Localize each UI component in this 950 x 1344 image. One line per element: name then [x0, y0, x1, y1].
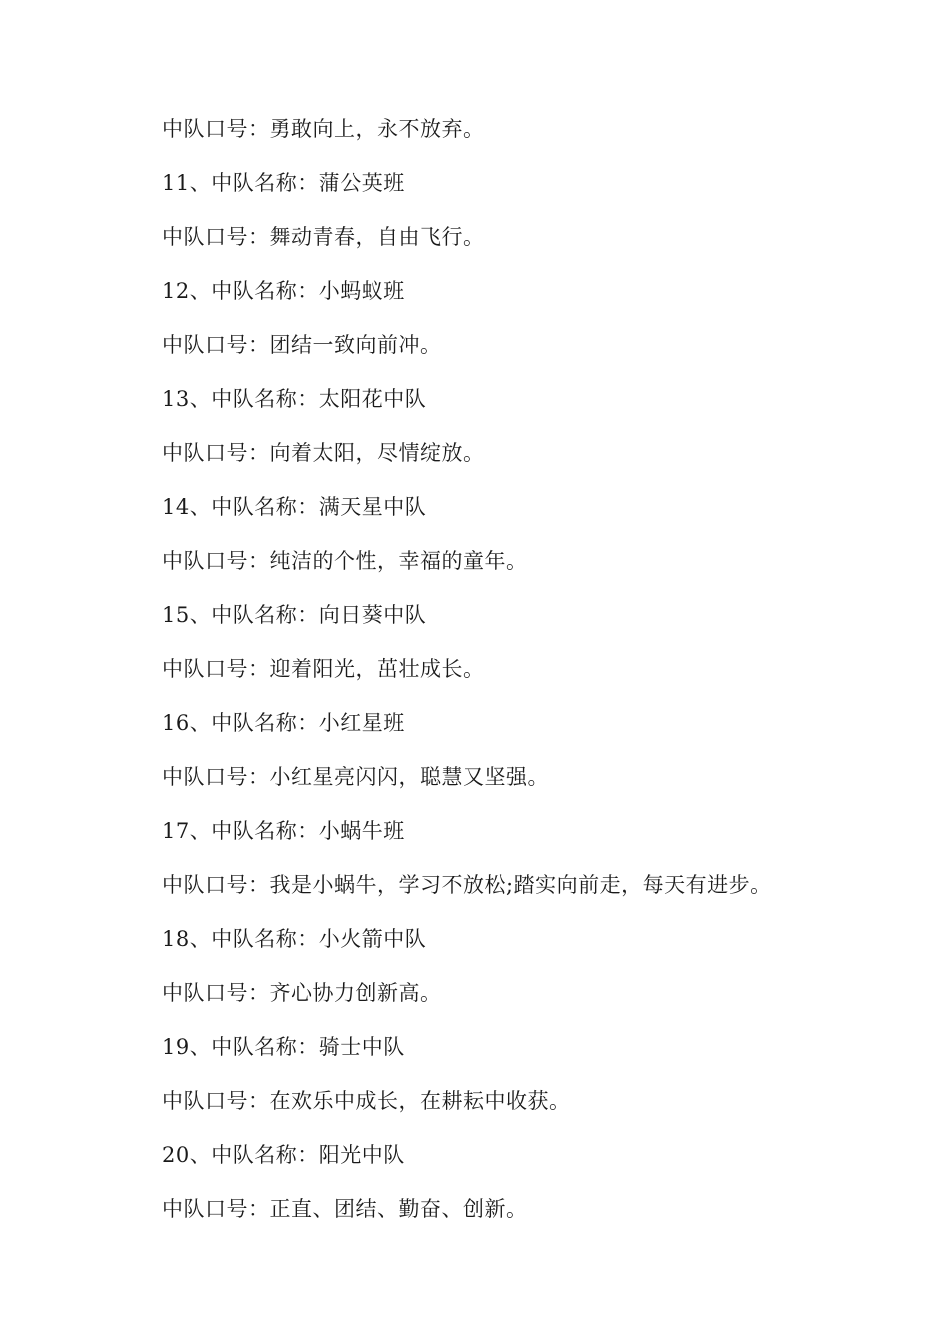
squad-name-line: 18、中队名称：小火箭中队	[162, 927, 427, 951]
squad-name-line: 14、中队名称：满天星中队	[162, 495, 427, 519]
squad-name-line: 19、中队名称：骑士中队	[162, 1035, 405, 1059]
slogan-line: 中队口号：正直、团结、勤奋、创新。	[162, 1197, 528, 1221]
squad-name-line: 16、中队名称：小红星班	[162, 711, 405, 735]
squad-name-line: 12、中队名称：小蚂蚁班	[162, 279, 405, 303]
slogan-line: 中队口号：小红星亮闪闪，聪慧又坚强。	[162, 765, 549, 789]
slogan-line: 中队口号：在欢乐中成长，在耕耘中收获。	[162, 1089, 571, 1113]
slogan-line: 中队口号：舞动青春，自由飞行。	[162, 225, 485, 249]
squad-name-line: 13、中队名称：太阳花中队	[162, 387, 427, 411]
squad-name-line: 11、中队名称：蒲公英班	[162, 171, 405, 195]
slogan-line: 中队口号：向着太阳，尽情绽放。	[162, 441, 485, 465]
slogan-line: 中队口号：齐心协力创新高。	[162, 981, 442, 1005]
slogan-line: 中队口号：我是小蜗牛，学习不放松;踏实向前走，每天有进步。	[162, 873, 772, 897]
slogan-line: 中队口号：勇敢向上，永不放弃。	[162, 117, 485, 141]
slogan-line: 中队口号：团结一致向前冲。	[162, 333, 442, 357]
squad-name-line: 15、中队名称：向日葵中队	[162, 603, 427, 627]
squad-name-line: 17、中队名称：小蜗牛班	[162, 819, 405, 843]
slogan-line: 中队口号：迎着阳光，茁壮成长。	[162, 657, 485, 681]
slogan-line: 中队口号：纯洁的个性，幸福的童年。	[162, 549, 528, 573]
squad-name-line: 20、中队名称：阳光中队	[162, 1143, 405, 1167]
